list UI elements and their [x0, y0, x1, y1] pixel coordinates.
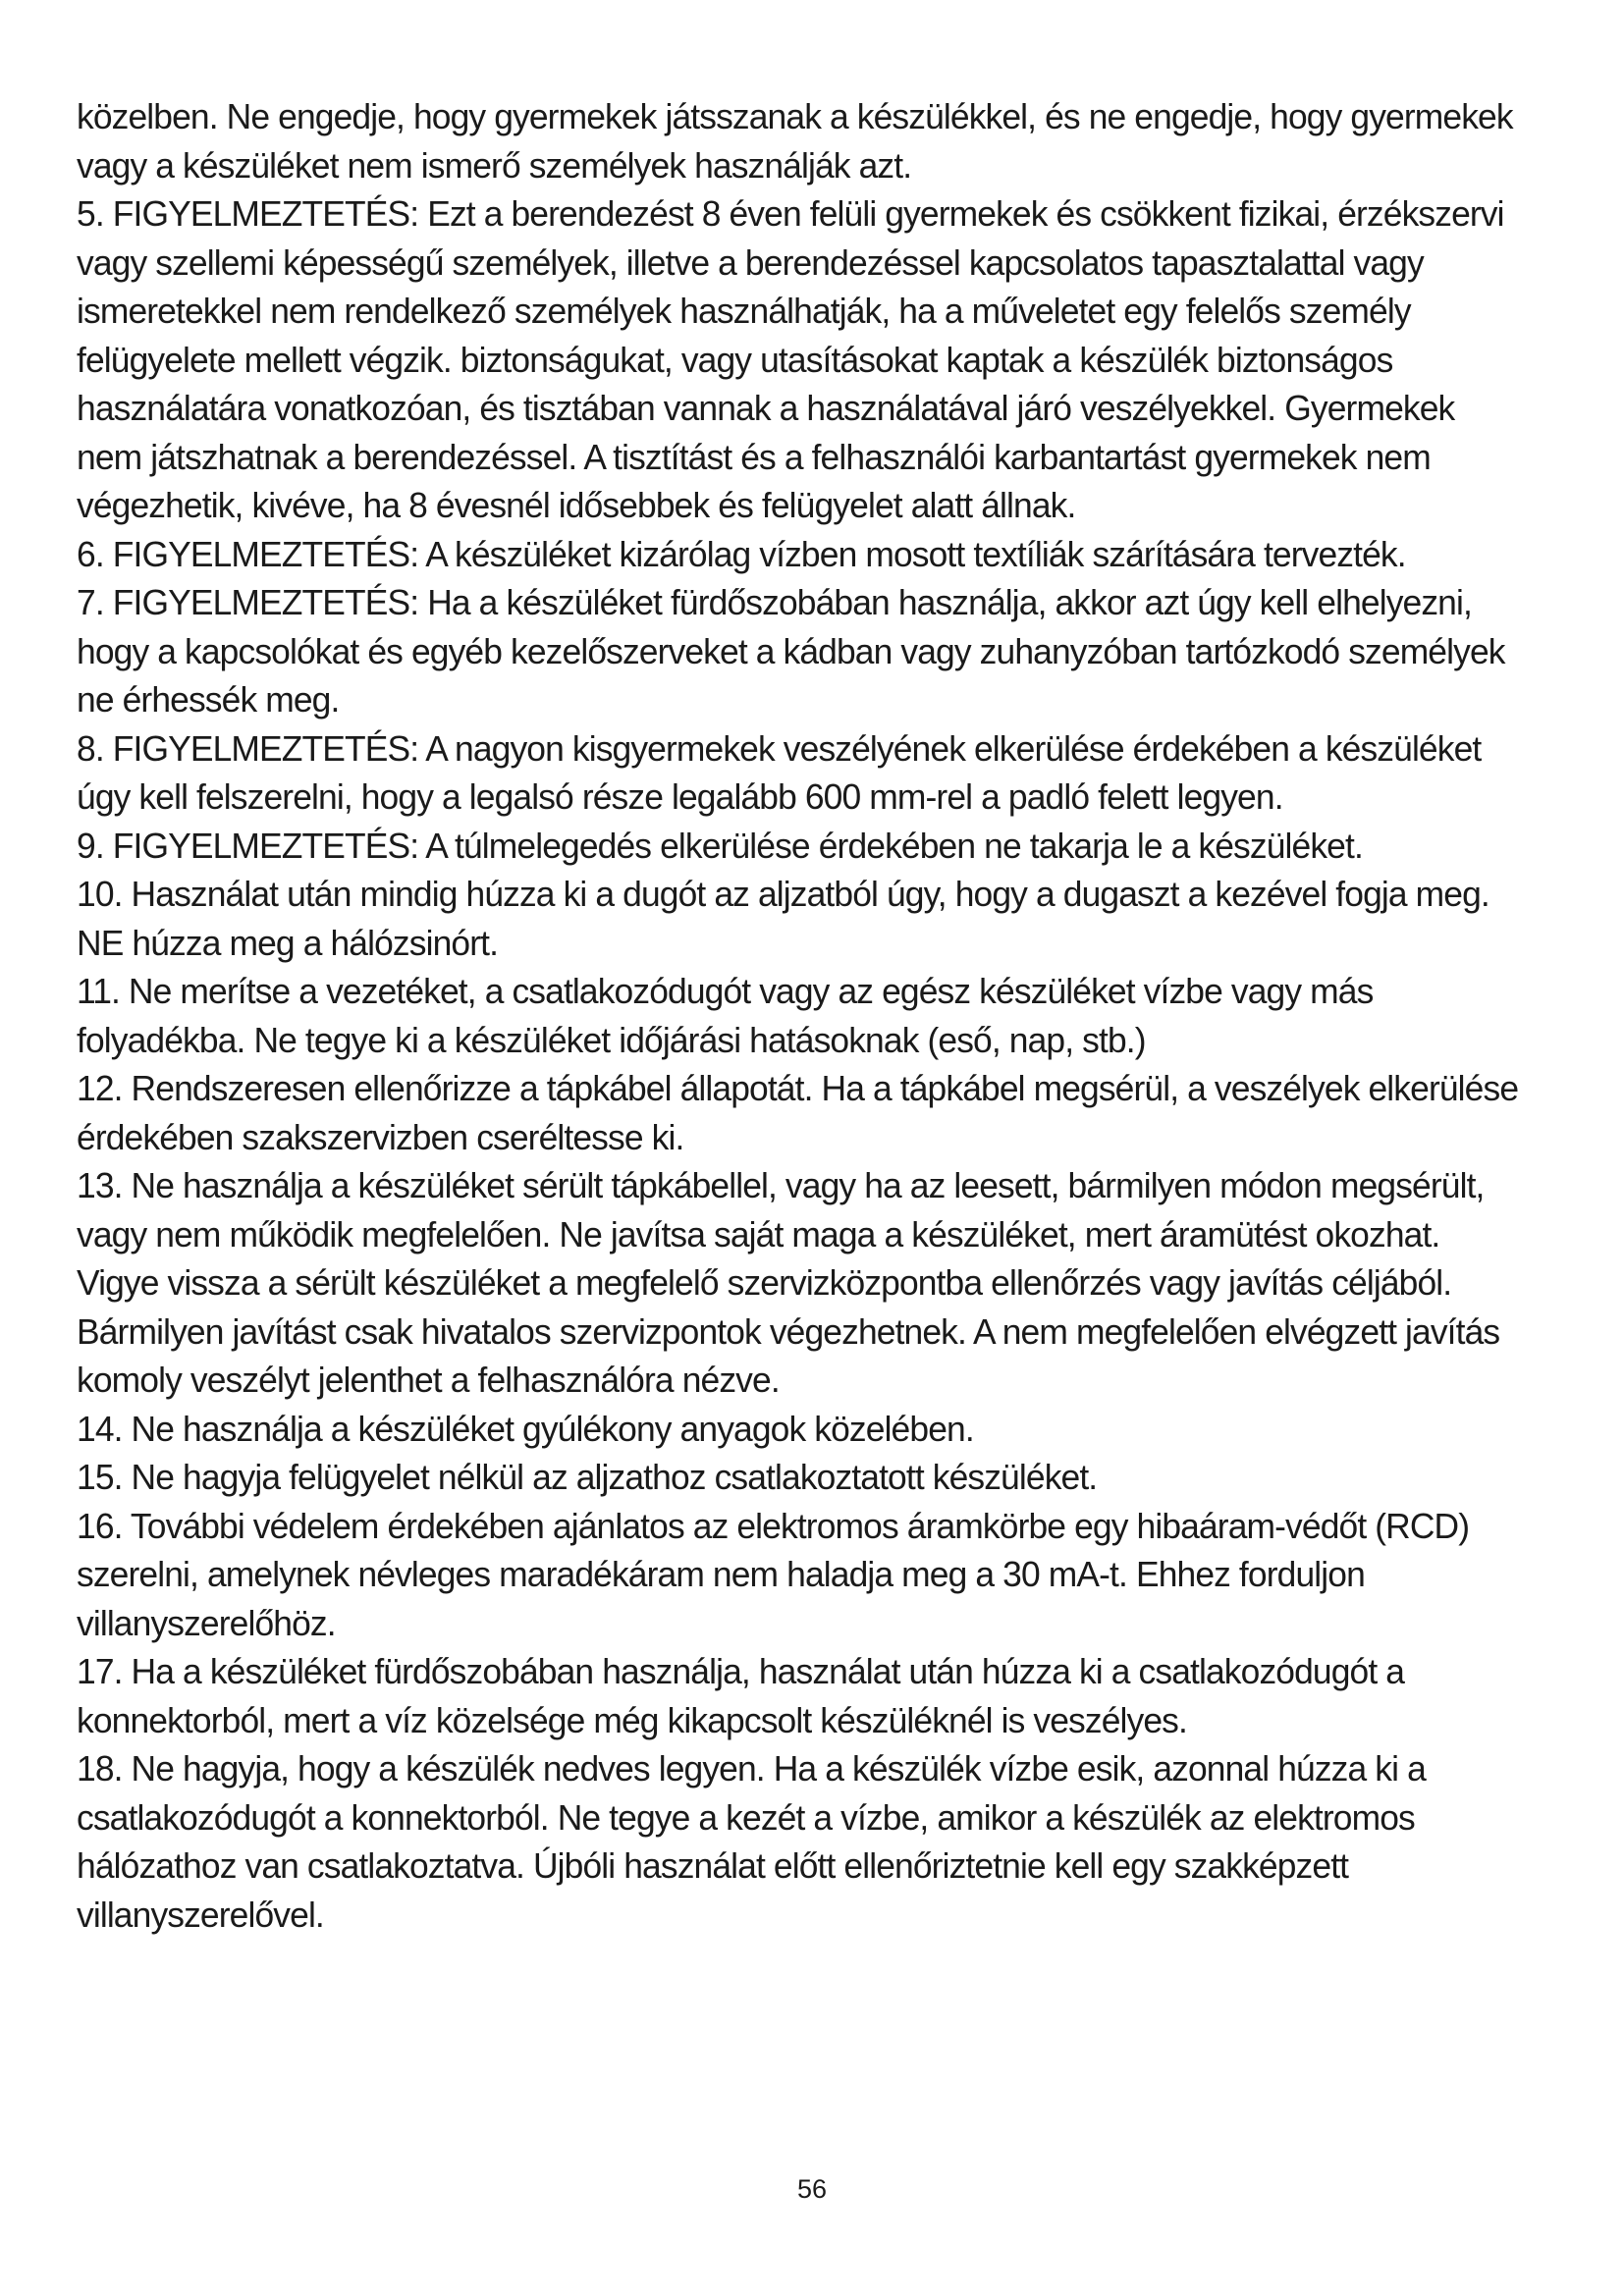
- paragraph-item-18: 18. Ne hagyja, hogy a készülék nedves legyen. Ha a készülék vízbe esik, azonnal húzza ki a csatlakozódugót a konnektorból. Ne tegye a kezét a vízbe, amikor a készülék az elektromos hálózathoz van csatlakoztatva. Újbóli használat előtt ellenőriztetnie kell egy szakképzett villanyszerelővel.: [77, 1748, 1426, 1935]
- paragraph-item-15: 15. Ne hagyja felügyelet nélkül az aljzathoz csatlakoztatott készüléket.: [77, 1457, 1098, 1497]
- safety-instructions-text: [77, 92, 1524, 1939]
- paragraph-item-10: 10. Használat után mindig húzza ki a dugót az aljzatból úgy, hogy a dugaszt a kezével fogja meg. NE húzza meg a hálózsinórt.: [77, 874, 1489, 963]
- paragraph-item-17: 17. Ha a készüléket fürdőszobában használja, használat után húzza ki a csatlakozódugót a konnektorból, mert a víz közelsége még kikapcsolt készüléknél is veszélyes.: [77, 1651, 1405, 1740]
- paragraph-warning-8: 8. FIGYELMEZTETÉS: A nagyon kisgyermekek veszélyének elkerülése érdekében a készüléket úgy kell felszerelni, hogy a legalsó része legalább 600 mm-rel a padló felett legyen.: [77, 727, 1482, 817]
- paragraph-warning-9: 9. FIGYELMEZTETÉS: A túlmelegedés elkerülése érdekében ne takarja le a készüléket.: [77, 825, 1363, 866]
- paragraph-item-16: 16. További védelem érdekében ajánlatos az elektromos áramkörbe egy hibaáram-védőt (RCD) szerelni, amelynek névleges maradékáram nem haladja meg a 30 mA-t. Ehhez forduljon villanyszerelőhöz.: [77, 1505, 1470, 1643]
- paragraph-item-13: 13. Ne használja a készüléket sérült tápkábellel, vagy ha az leesett, bármilyen módon megsérült, vagy nem működik megfelelően. Ne javítsa saját maga a készüléket, mert áramütést okozhat. Vigye vissza a sérült készüléket a megfelelő szervizközpontba ellenőrzés vagy javítás céljából. Bármilyen javítást csak hivatalos szervizpontok végezhetnek. A nem megfelelően elvégzett javítás komoly veszélyt jelenthet a felhasználóra nézve.: [77, 1165, 1500, 1400]
- paragraph-item-11: 11. Ne merítse a vezetéket, a csatlakozódugót vagy az egész készüléket vízbe vagy más folyadékba. Ne tegye ki a készüléket időjárási hatásoknak (eső, nap, stb.): [77, 971, 1374, 1060]
- paragraph-item-12: 12. Rendszeresen ellenőrizze a tápkábel állapotát. Ha a tápkábel megsérül, a veszélyek elkerülése érdekében szakszervizben cseréltesse ki.: [77, 1068, 1519, 1157]
- paragraph-continuation: közelben. Ne engedje, hogy gyermekek játsszanak a készülékkel, és ne engedje, hogy gyermekek vagy a készüléket nem ismerő személyek használják azt.: [77, 96, 1513, 186]
- page-number: 56: [796, 2174, 828, 2204]
- paragraph-warning-6: 6. FIGYELMEZTETÉS: A készüléket kizárólag vízben mosott textíliák szárítására tervezték.: [77, 533, 1406, 574]
- paragraph-warning-7: 7. FIGYELMEZTETÉS: Ha a készüléket fürdőszobában használja, akkor azt úgy kell elhelyezni, hogy a kapcsolókat és egyéb kezelőszerveket a kádban vagy zuhanyzóban tartózkodó személyek ne érhessék meg.: [77, 582, 1505, 720]
- paragraph-warning-5: 5. FIGYELMEZTETÉS: Ezt a berendezést 8 éven felüli gyermekek és csökkent fizikai, érzékszervi vagy szellemi képességű személyek, illetve a berendezéssel kapcsolatos tapasztalattal vagy ismeretekkel nem rendelkező személyek használhatják, ha a műveletet egy felelős személy felügyelete mellett végzik. biztonságukat, vagy utasításokat kaptak a készülék biztonságos használatára vonatkozóan, és tisztában vannak a használatával járó veszélyekkel. Gyermekek nem játszhatnak a berendezéssel. A tisztítást és a felhasználói karbantartást gyermekek nem végezhetik, kivéve, ha 8 évesnél idősebbek és felügyelet alatt állnak.: [77, 193, 1504, 525]
- paragraph-item-14: 14. Ne használja a készüléket gyúlékony anyagok közelében.: [77, 1408, 974, 1449]
